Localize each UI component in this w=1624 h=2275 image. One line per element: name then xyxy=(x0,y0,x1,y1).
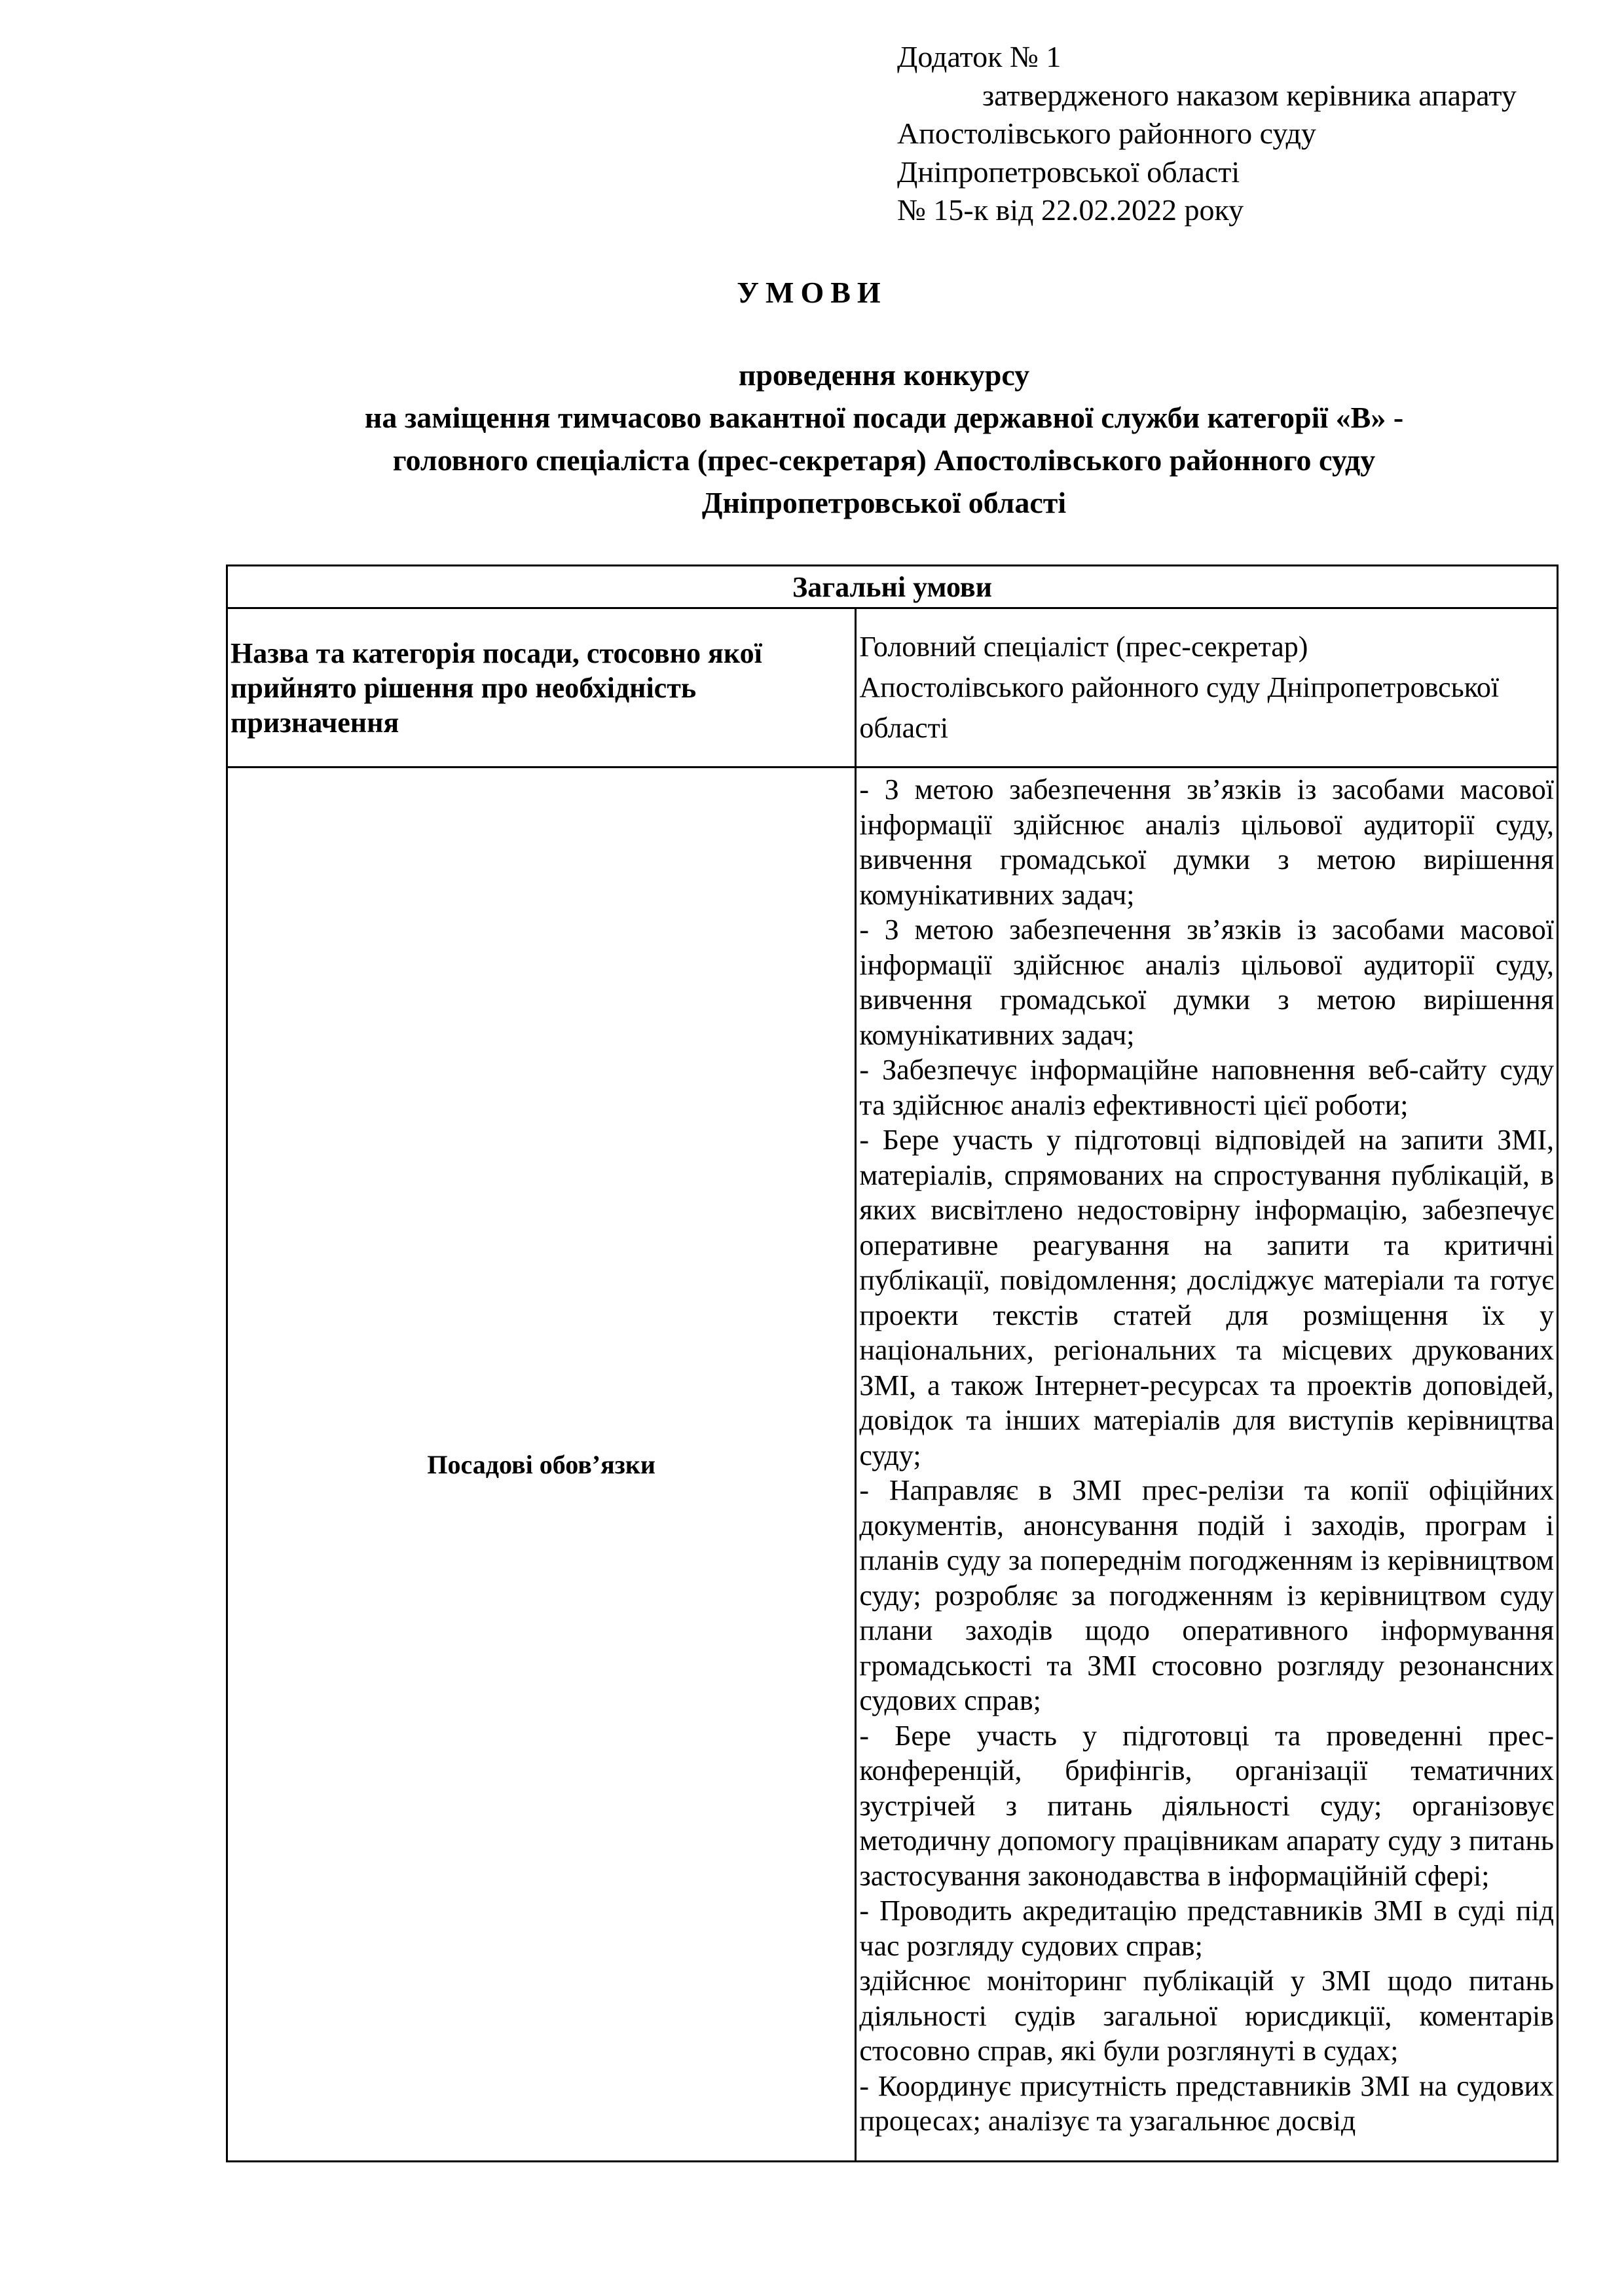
position-title-label: Назва та категорія посади, стосовно якої прийнято рішення про необхідність призначення xyxy=(227,608,856,768)
duties-label: Посадові обов’язки xyxy=(227,768,856,2162)
duty-item: - Направляє в ЗМІ прес-релізи та копії офіційних документів, анонсування подій і заходів, програм і планів суду за попереднім погодженням із керівництвом суду; розробляє за погодженням із керівництвом суду плани заходів щодо оперативного інформування громадськості та ЗМІ стосовно розгляду резонансних судових справ; xyxy=(859,1474,1554,1716)
table-row xyxy=(227,768,1558,2162)
table-row xyxy=(227,608,1558,768)
duty-item: - З метою забезпечення зв’язків із засобами масової інформації здійснює аналіз цільової аудиторії суду, вивчення громадської думки з метою вирішення комунікативних задач; xyxy=(859,914,1554,1051)
duty-item: - Забезпечує інформаційне наповнення веб-сайту суду та здійснює аналіз ефективності цієї роботи; xyxy=(859,1054,1554,1121)
appendix-number: Додаток № 1 xyxy=(897,40,1061,73)
document-subtitle xyxy=(262,354,1506,524)
position-title-value xyxy=(856,608,1558,768)
duties-list xyxy=(856,768,1558,2162)
document-title: УМОВИ xyxy=(737,276,887,309)
duty-item: - Бере участь у підготовці відповідей на запити ЗМІ, матеріалів, спрямованих на спростування публікацій, в яких висвітлено недостовірну інформацію, забезпечує оперативне реагування на запити та критичні публікації, повідомлення; досліджує матеріали та готує проекти текстів статей для розміщення їх у національних, регіональних та місцевих друкованих ЗМІ, а також Інтернет-ресурсах та проектів доповідей, довідок та інших матеріалів для виступів керівництва суду; xyxy=(859,1124,1554,1471)
duty-item: - З метою забезпечення зв’язків із засобами масової інформації здійснює аналіз цільової аудиторії суду, вивчення громадської думки з метою вирішення комунікативних задач; xyxy=(859,773,1554,911)
approval-line: затвердженого наказом керівника апарату xyxy=(982,78,1517,112)
subtitle-line-2: на заміщення тимчасово вакантної посади державної служби категорії «В» - xyxy=(364,401,1404,434)
subtitle-line-1: проведення конкурсу xyxy=(738,358,1030,392)
position-title-line-1: Головний спеціаліст (прес-секретар) xyxy=(859,631,1308,663)
section-header-general-conditions: Загальні умови xyxy=(227,566,1558,608)
duty-item: здійснює моніторинг публікацій у ЗМІ щодо питань діяльності судів загальної юрисдикції, коментарів стосовно справ, які були розглянуті в судах; xyxy=(859,1965,1554,2067)
duty-item: - Координує присутність представників ЗМІ на судових процесах; аналізує та узагальнює досвід xyxy=(859,2069,1554,2137)
subtitle-line-4: Дніпропетровської області xyxy=(701,486,1067,519)
position-title-line-2: Апостолівського районного суду Дніпропетровської області xyxy=(859,671,1500,744)
duty-item: - Бере участь у підготовці та проведенні прес-конференцій, брифінгів, організації тематичних зустрічей з питань діяльності суду; організовує методичну допомогу працівникам апарату суду з питань застосування законодавства в інформаційній сфері; xyxy=(859,1719,1554,1892)
order-number-date: № 15-к від 22.02.2022 року xyxy=(897,193,1244,227)
conditions-table xyxy=(226,564,1559,2162)
table-section-header-row xyxy=(227,566,1558,608)
subtitle-line-3: головного спеціаліста (прес-секретаря) Апостолівського районного суду xyxy=(392,443,1376,477)
region-line: Дніпропетровської області xyxy=(897,155,1240,189)
court-name-line: Апостолівського районного суду xyxy=(897,117,1316,150)
appendix-header-block xyxy=(897,38,1585,230)
duty-item: - Проводить акредитацію представників ЗМІ в суді під час розгляду судових справ; xyxy=(859,1895,1554,1962)
